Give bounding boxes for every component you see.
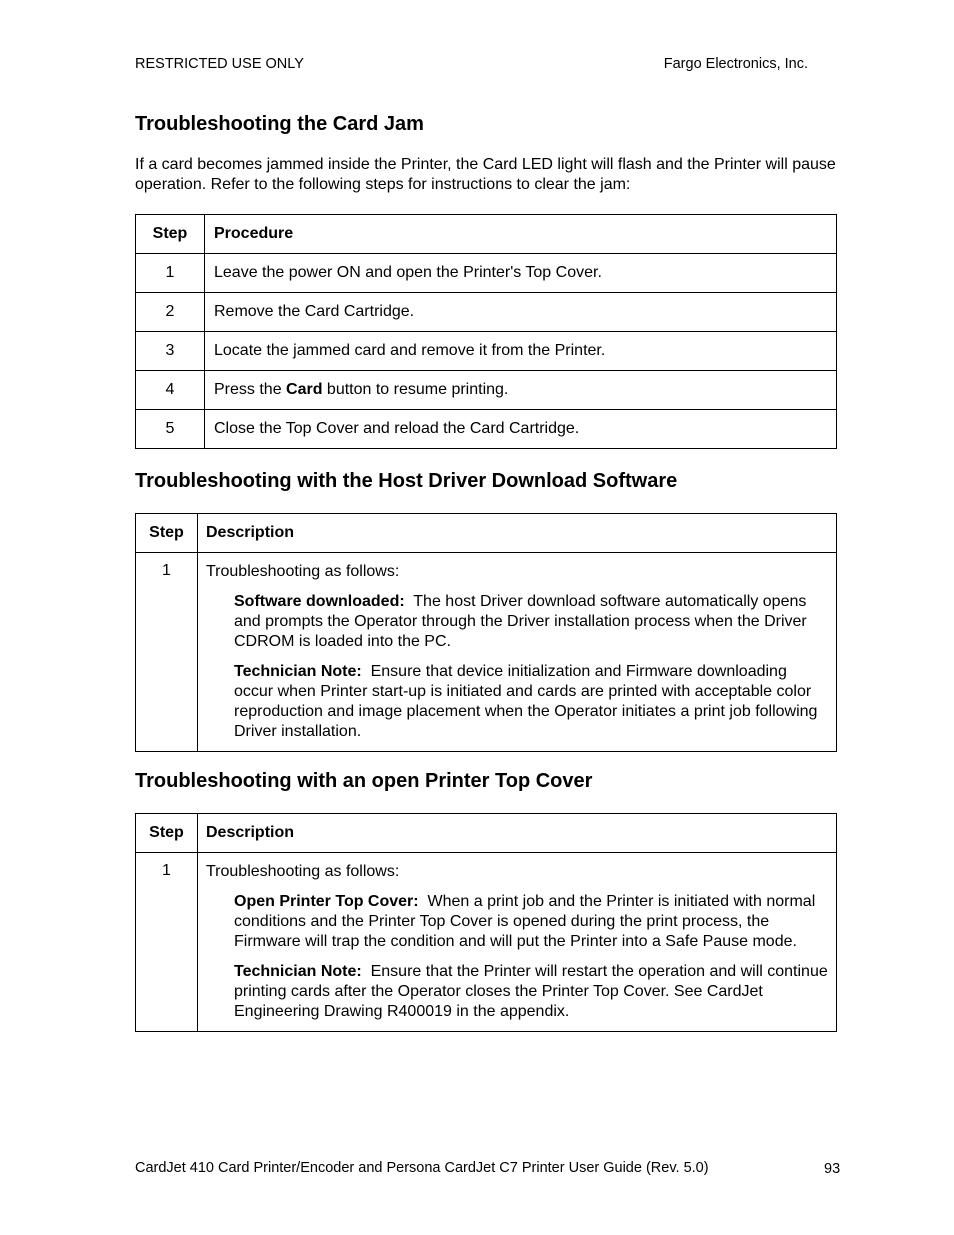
step-number: 3 — [136, 332, 205, 371]
procedure-text: Locate the jammed card and remove it from the Printer. — [205, 332, 837, 371]
table-row — [136, 410, 837, 449]
procedure-text-after: button to resume printing. — [322, 381, 509, 398]
footer-document-title: CardJet 410 Card Printer/Encoder and Persona CardJet C7 Printer User Guide (Rev. 5.0) — [135, 1160, 709, 1176]
description-cell — [198, 553, 837, 752]
table-header-row — [136, 814, 837, 853]
card-button-label: Card — [286, 381, 323, 398]
column-header-description: Description — [198, 514, 837, 553]
note-label: Open Printer Top Cover: — [234, 893, 419, 910]
note-text: Ensure that the Printer will restart the operation and will continue printing cards after the Operator closes the Printer Top Cover. See CardJet Engineering Drawing R400019 in the appendix. — [234, 963, 833, 1020]
step-number: 1 — [136, 853, 198, 1032]
header-company: Fargo Electronics, Inc. — [663, 56, 808, 72]
column-header-step: Step — [136, 814, 198, 853]
table-row — [136, 853, 837, 1032]
table-row — [136, 553, 837, 752]
table-row — [136, 293, 837, 332]
table-row — [136, 332, 837, 371]
note-label: Technician Note: — [234, 663, 362, 680]
step-number: 4 — [136, 371, 205, 410]
procedure-text: Remove the Card Cartridge. — [205, 293, 837, 332]
step-number: 2 — [136, 293, 205, 332]
section-title-top-cover: Troubleshooting with an open Printer Top Cover — [135, 770, 593, 792]
table-header-row — [136, 514, 837, 553]
column-header-step: Step — [136, 514, 198, 553]
description-cell — [198, 853, 837, 1032]
step-number: 1 — [136, 553, 198, 752]
footer-page-number: 93 — [824, 1161, 841, 1177]
step-number: 1 — [136, 254, 205, 293]
technician-note — [234, 962, 833, 1022]
description-lead: Troubleshooting as follows: — [206, 563, 400, 580]
host-driver-table — [135, 513, 837, 752]
table-row — [136, 371, 837, 410]
note-label: Technician Note: — [234, 963, 362, 980]
section-title-host-driver: Troubleshooting with the Host Driver Download Software — [135, 470, 678, 492]
section-title-card-jam: Troubleshooting the Card Jam — [135, 113, 424, 135]
procedure-text-before: Press the — [214, 381, 287, 398]
column-header-procedure: Procedure — [205, 215, 837, 254]
card-jam-intro: If a card becomes jammed inside the Printer, the Card LED light will flash and the Printer will pause operation. Refer to the following steps for instructions to clear the jam: — [135, 156, 836, 193]
technician-note — [234, 662, 828, 742]
note-text: When a print job and the Printer is initiated with normal conditions and the Printer Top Cover is opened during the print process, the Firmware will trap the condition and will put the Printer into a Safe Pause mode. — [234, 893, 820, 950]
column-header-description: Description — [198, 814, 837, 853]
software-downloaded-note — [234, 592, 828, 652]
card-jam-table — [135, 214, 837, 449]
column-header-step: Step — [136, 215, 205, 254]
note-text: The host Driver download software automatically opens and prompts the Operator through the Driver installation process when the Driver CDROM is loaded into the PC. — [234, 593, 812, 650]
top-cover-table — [135, 813, 837, 1032]
procedure-text: Close the Top Cover and reload the Card Cartridge. — [205, 410, 837, 449]
table-row — [136, 254, 837, 293]
description-lead: Troubleshooting as follows: — [206, 863, 400, 880]
table-header-row — [136, 215, 837, 254]
header-restriction: RESTRICTED USE ONLY — [135, 56, 304, 72]
note-text: Ensure that device initialization and Firmware downloading occur when Printer start-up is initiated and cards are printed with acceptable color reproduction and image placement when the Operator initiates a print job following Driver installation. — [234, 663, 822, 740]
procedure-text — [205, 371, 837, 410]
open-top-cover-note — [234, 892, 828, 952]
procedure-text: Leave the power ON and open the Printer's Top Cover. — [205, 254, 837, 293]
note-label: Software downloaded: — [234, 593, 405, 610]
step-number: 5 — [136, 410, 205, 449]
